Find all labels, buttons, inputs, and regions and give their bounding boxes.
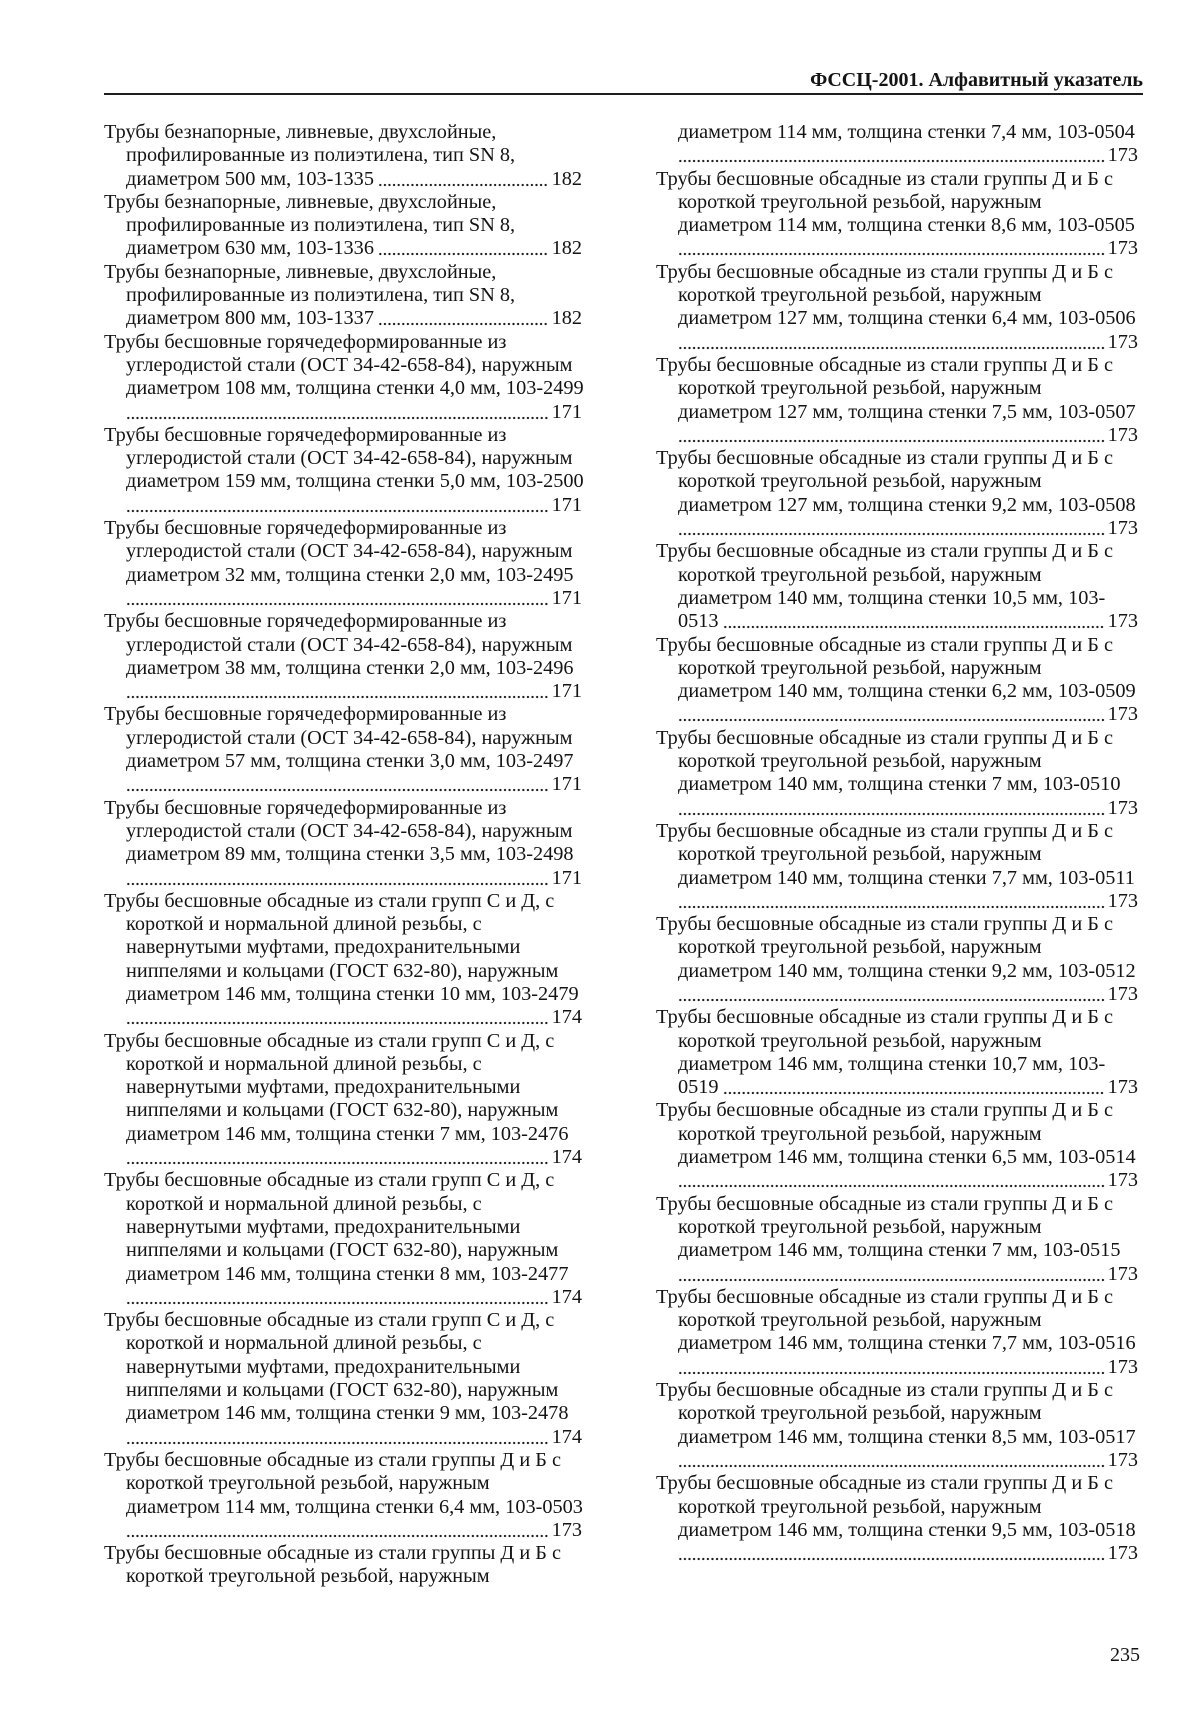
leader-dots	[678, 331, 1105, 354]
entry-line: Трубы бесшовные обсадные из стали группы Д и Б с	[656, 1099, 1113, 1122]
page-reference: 173	[1107, 982, 1138, 1005]
entry-line: профилированные из полиэтилена, тип SN 8,	[126, 284, 516, 307]
index-entry	[656, 1286, 1138, 1379]
index-entry	[104, 797, 582, 890]
entry-line: Трубы безнапорные, ливневые, двухслойные,	[104, 190, 497, 213]
leader-dots	[678, 424, 1105, 447]
entry-leader-line	[104, 680, 582, 703]
entry-leader-line	[656, 1356, 1138, 1379]
leader-dots	[678, 1169, 1105, 1192]
leader-dots	[126, 1426, 549, 1449]
entry-line: Трубы бесшовные обсадные из стали группы Д и Б с	[656, 819, 1113, 842]
page-reference: 173	[1107, 330, 1138, 353]
entry-line: диаметром 114 мм, толщина стенки 7,4 мм, 103-0504	[678, 121, 1135, 143]
entry-line: диаметром 146 мм, толщина стенки 8 мм, 103-2477	[126, 1262, 569, 1285]
leader-dots	[678, 517, 1105, 540]
leader-dots	[126, 1006, 549, 1029]
entry-line: Трубы бесшовные обсадные из стали группы Д и Б с	[656, 1472, 1113, 1495]
leader-dots	[678, 890, 1105, 913]
index-entry	[104, 261, 582, 331]
index-entry	[656, 1379, 1138, 1472]
index-entry	[656, 634, 1138, 727]
index-entry	[104, 1169, 582, 1309]
entry-leader-line	[104, 1286, 582, 1309]
page-reference: 173	[1107, 1076, 1138, 1099]
index-entry	[656, 168, 1138, 261]
entry-line: короткой треугольной резьбой, наружным	[678, 1402, 1042, 1425]
entry-line: Трубы бесшовные горячедеформированные из	[104, 796, 507, 819]
entry-line-end: диаметром 800 мм, 103-1337	[126, 307, 374, 330]
page-reference: 171	[551, 680, 582, 703]
entry-line: диаметром 140 мм, толщина стенки 7,7 мм, 103-0511	[678, 866, 1135, 889]
entry-line-end: диаметром 500 мм, 103-1335	[126, 167, 374, 190]
entry-line: Трубы бесшовные обсадные из стали группы Д и Б с	[656, 353, 1113, 376]
running-header: ФССЦ-2001. Алфавитный указатель	[810, 69, 1143, 91]
entry-line: Трубы бесшовные обсадные из стали группы Д и Б с	[656, 540, 1113, 563]
index-entry	[656, 354, 1138, 447]
entry-line: Трубы безнапорные, ливневые, двухслойные,	[104, 260, 497, 283]
index-entry	[104, 1542, 582, 1589]
index-entry	[656, 1472, 1138, 1565]
entry-leader-line	[656, 144, 1138, 167]
entry-leader-line	[656, 517, 1138, 540]
header-rule	[104, 93, 1143, 95]
leader-dots	[378, 237, 549, 260]
index-entry	[656, 261, 1138, 354]
entry-line: короткой треугольной резьбой, наружным	[678, 563, 1042, 586]
entry-line: диаметром 146 мм, толщина стенки 7 мм, 103-0515	[678, 1239, 1121, 1262]
index-column-left	[104, 121, 582, 1589]
entry-line: навернутыми муфтами, предохранительными	[126, 1076, 521, 1099]
entry-line: короткой треугольной резьбой, наружным	[678, 377, 1042, 400]
entry-leader-line	[656, 237, 1138, 260]
entry-line: короткой треугольной резьбой, наружным	[678, 1029, 1042, 1052]
entry-line: диаметром 114 мм, толщина стенки 8,6 мм, 103-0505	[678, 214, 1135, 237]
entry-line: профилированные из полиэтилена, тип SN 8,	[126, 214, 516, 237]
entry-line: углеродистой стали (ОСТ 34-42-658-84), наружным	[126, 540, 573, 563]
page-reference: 171	[551, 773, 582, 796]
page-reference: 173	[1107, 796, 1138, 819]
page-reference: 173	[1107, 889, 1138, 912]
leader-dots	[126, 587, 549, 610]
entry-line: ниппелями и кольцами (ГОСТ 632-80), наружным	[126, 959, 559, 982]
entry-line: диаметром 140 мм, толщина стенки 9,2 мм, 103-0512	[678, 959, 1136, 982]
leader-dots	[678, 1356, 1105, 1379]
leader-dots	[678, 1263, 1105, 1286]
leader-dots	[678, 983, 1105, 1006]
entry-line: Трубы бесшовные обсадные из стали группы Д и Б с	[656, 1285, 1113, 1308]
page-reference: 173	[1107, 1542, 1138, 1565]
entry-leader-line	[656, 1263, 1138, 1286]
entry-leader-line	[104, 237, 582, 260]
index-entry	[656, 1193, 1138, 1286]
entry-line: ниппелями и кольцами (ГОСТ 632-80), наружным	[126, 1239, 559, 1262]
entry-line: углеродистой стали (ОСТ 34-42-658-84), наружным	[126, 819, 573, 842]
entry-line: Трубы бесшовные горячедеформированные из	[104, 330, 507, 353]
page-reference: 182	[551, 237, 582, 260]
leader-dots	[723, 1076, 1105, 1099]
entry-line: углеродистой стали (ОСТ 34-42-658-84), наружным	[126, 633, 573, 656]
entry-line-end: 0513	[678, 610, 719, 633]
entry-line: диаметром 146 мм, толщина стенки 10,7 мм, 103-	[678, 1052, 1106, 1075]
entry-line: диаметром 108 мм, толщина стенки 4,0 мм, 103-2499	[126, 377, 584, 400]
entry-line: Трубы бесшовные горячедеформированные из	[104, 517, 507, 540]
entry-line: диаметром 32 мм, толщина стенки 2,0 мм, 103-2495	[126, 563, 574, 586]
entry-line: короткой треугольной резьбой, наружным	[126, 1472, 490, 1495]
leader-dots	[678, 144, 1105, 167]
entry-leader-line	[104, 1426, 582, 1449]
entry-line: диаметром 146 мм, толщина стенки 6,5 мм, 103-0514	[678, 1146, 1136, 1169]
page-reference: 171	[551, 586, 582, 609]
page-reference: 171	[551, 493, 582, 516]
leader-dots	[126, 680, 549, 703]
entry-line-end: диаметром 630 мм, 103-1336	[126, 237, 374, 260]
entry-line: короткой треугольной резьбой, наружным	[678, 656, 1042, 679]
index-entry	[104, 610, 582, 703]
entry-line: короткой и нормальной длиной резьбы, с	[126, 1192, 482, 1215]
leader-dots	[126, 773, 549, 796]
entry-line: углеродистой стали (ОСТ 34-42-658-84), наружным	[126, 447, 573, 470]
leader-dots	[126, 1146, 549, 1169]
entry-leader-line	[656, 983, 1138, 1006]
entry-line: диаметром 146 мм, толщина стенки 7,7 мм, 103-0516	[678, 1332, 1136, 1355]
page-reference: 173	[1107, 144, 1138, 167]
entry-line: Трубы бесшовные обсадные из стали группы Д и Б с	[656, 726, 1113, 749]
page-reference: 174	[551, 1425, 582, 1448]
entry-line: диаметром 114 мм, толщина стенки 6,4 мм, 103-0503	[126, 1495, 583, 1518]
entry-line: ниппелями и кольцами (ГОСТ 632-80), наружным	[126, 1099, 559, 1122]
page-reference: 173	[1107, 1448, 1138, 1471]
entry-line: Трубы бесшовные обсадные из стали группы Д и Б с	[656, 1006, 1113, 1029]
entry-leader-line	[104, 867, 582, 890]
page-reference: 174	[551, 1006, 582, 1029]
entry-leader-line	[656, 797, 1138, 820]
page-reference: 173	[1107, 237, 1138, 260]
entry-line: Трубы бесшовные обсадные из стали группы Д и Б с	[656, 1379, 1113, 1402]
entry-line: короткой треугольной резьбой, наружным	[678, 750, 1042, 773]
entry-leader-line	[656, 424, 1138, 447]
index-entry	[104, 191, 582, 261]
entry-line: диаметром 140 мм, толщина стенки 10,5 мм, 103-	[678, 586, 1106, 609]
page-number: 235	[1110, 1644, 1140, 1666]
entry-line: короткой и нормальной длиной резьбы, с	[126, 913, 482, 936]
entry-line: Трубы бесшовные обсадные из стали группы Д и Б с	[656, 447, 1113, 470]
entry-line: навернутыми муфтами, предохранительными	[126, 1215, 521, 1238]
entry-line: короткой треугольной резьбой, наружным	[678, 284, 1042, 307]
entry-leader-line	[104, 307, 582, 330]
leader-dots	[378, 168, 549, 191]
page-reference: 173	[1107, 517, 1138, 540]
leader-dots	[126, 1286, 549, 1309]
entry-leader-line	[104, 1006, 582, 1029]
index-entry	[104, 1030, 582, 1170]
entry-line: короткой треугольной резьбой, наружным	[678, 1215, 1042, 1238]
index-entry	[656, 1099, 1138, 1192]
entry-line: Трубы бесшовные обсадные из стали групп С и Д, с	[104, 1169, 555, 1192]
entry-line: диаметром 146 мм, толщина стенки 9 мм, 103-2478	[126, 1402, 569, 1425]
entry-leader-line	[656, 703, 1138, 726]
index-entry	[104, 890, 582, 1030]
leader-dots	[378, 307, 549, 330]
entry-line: диаметром 159 мм, толщина стенки 5,0 мм, 103-2500	[126, 470, 584, 493]
entry-line: профилированные из полиэтилена, тип SN 8,	[126, 144, 516, 167]
index-entry	[656, 121, 1138, 168]
entry-leader-line	[104, 401, 582, 424]
entry-leader-line	[656, 890, 1138, 913]
entry-line: диаметром 146 мм, толщина стенки 8,5 мм, 103-0517	[678, 1425, 1136, 1448]
leader-dots	[678, 237, 1105, 260]
entry-leader-line	[656, 1076, 1138, 1099]
entry-line: диаметром 89 мм, толщина стенки 3,5 мм, 103-2498	[126, 843, 574, 866]
index-entry	[104, 424, 582, 517]
leader-dots	[126, 867, 549, 890]
index-entry	[104, 1449, 582, 1542]
entry-line: диаметром 146 мм, толщина стенки 7 мм, 103-2476	[126, 1122, 569, 1145]
entry-line: Трубы безнапорные, ливневые, двухслойные,	[104, 121, 497, 143]
entry-leader-line	[656, 1169, 1138, 1192]
entry-line: Трубы бесшовные обсадные из стали группы Д и Б с	[104, 1448, 561, 1471]
leader-dots	[126, 1519, 549, 1542]
page-reference: 174	[551, 1285, 582, 1308]
index-entry	[104, 121, 582, 191]
entry-line: короткой треугольной резьбой, наружным	[678, 843, 1042, 866]
entry-line: диаметром 146 мм, толщина стенки 10 мм, 103-2479	[126, 982, 579, 1005]
entry-line: короткой треугольной резьбой, наружным	[678, 1122, 1042, 1145]
index-column-right	[656, 121, 1138, 1565]
index-entry	[656, 1006, 1138, 1099]
entry-line: короткой треугольной резьбой, наружным	[126, 1565, 490, 1588]
index-entry	[656, 447, 1138, 540]
entry-leader-line	[104, 773, 582, 796]
entry-leader-line	[656, 610, 1138, 633]
entry-line: Трубы бесшовные обсадные из стали группы Д и Б с	[656, 913, 1113, 936]
page-reference: 173	[551, 1518, 582, 1541]
entry-line: диаметром 127 мм, толщина стенки 9,2 мм, 103-0508	[678, 493, 1136, 516]
leader-dots	[678, 797, 1105, 820]
index-entry	[104, 1309, 582, 1449]
entry-leader-line	[656, 1449, 1138, 1472]
entry-line: Трубы бесшовные обсадные из стали групп С и Д, с	[104, 1309, 555, 1332]
page-reference: 173	[1107, 423, 1138, 446]
entry-leader-line	[104, 1146, 582, 1169]
entry-line: короткой и нормальной длиной резьбы, с	[126, 1052, 482, 1075]
entry-line: углеродистой стали (ОСТ 34-42-658-84), наружным	[126, 726, 573, 749]
entry-line: Трубы бесшовные горячедеформированные из	[104, 610, 507, 633]
entry-line: Трубы бесшовные обсадные из стали группы Д и Б с	[656, 167, 1113, 190]
entry-leader-line	[104, 168, 582, 191]
entry-line-end: 0519	[678, 1076, 719, 1099]
entry-line: короткой треугольной резьбой, наружным	[678, 1495, 1042, 1518]
entry-line: Трубы бесшовные обсадные из стали групп С и Д, с	[104, 1029, 555, 1052]
entry-line: короткой и нормальной длиной резьбы, с	[126, 1332, 482, 1355]
leader-dots	[126, 494, 549, 517]
index-entry	[104, 703, 582, 796]
page-reference: 171	[551, 400, 582, 423]
entry-line: Трубы бесшовные обсадные из стали группы Д и Б с	[656, 1192, 1113, 1215]
entry-line: короткой треугольной резьбой, наружным	[678, 190, 1042, 213]
entry-line: диаметром 146 мм, толщина стенки 9,5 мм, 103-0518	[678, 1518, 1136, 1541]
page-reference: 173	[1107, 703, 1138, 726]
entry-line: Трубы бесшовные горячедеформированные из	[104, 703, 507, 726]
leader-dots	[678, 1542, 1105, 1565]
page-reference: 173	[1107, 1355, 1138, 1378]
index-entry	[656, 540, 1138, 633]
leader-dots	[678, 1449, 1105, 1472]
entry-line: короткой треугольной резьбой, наружным	[678, 936, 1042, 959]
page-reference: 173	[1107, 1169, 1138, 1192]
entry-line: Трубы бесшовные обсадные из стали группы Д и Б с	[656, 260, 1113, 283]
entry-line: короткой треугольной резьбой, наружным	[678, 470, 1042, 493]
entry-line: ниппелями и кольцами (ГОСТ 632-80), наружным	[126, 1379, 559, 1402]
entry-line: навернутыми муфтами, предохранительными	[126, 936, 521, 959]
leader-dots	[126, 401, 549, 424]
entry-line: диаметром 57 мм, толщина стенки 3,0 мм, 103-2497	[126, 750, 574, 773]
index-entry	[104, 517, 582, 610]
index-entry	[104, 331, 582, 424]
entry-leader-line	[656, 1542, 1138, 1565]
page-reference: 182	[551, 307, 582, 330]
entry-leader-line	[104, 494, 582, 517]
entry-line: углеродистой стали (ОСТ 34-42-658-84), наружным	[126, 353, 573, 376]
entry-leader-line	[104, 1519, 582, 1542]
index-entry	[656, 727, 1138, 820]
entry-line: навернутыми муфтами, предохранительными	[126, 1355, 521, 1378]
entry-line: короткой треугольной резьбой, наружным	[678, 1309, 1042, 1332]
entry-line: Трубы бесшовные обсадные из стали группы Д и Б с	[656, 633, 1113, 656]
entry-line: диаметром 127 мм, толщина стенки 7,5 мм, 103-0507	[678, 400, 1136, 423]
leader-dots	[723, 610, 1105, 633]
entry-line: диаметром 140 мм, толщина стенки 7 мм, 103-0510	[678, 773, 1121, 796]
page-reference: 182	[551, 167, 582, 190]
index-entry	[656, 913, 1138, 1006]
page-reference: 171	[551, 866, 582, 889]
entry-line: Трубы бесшовные обсадные из стали групп С и Д, с	[104, 889, 555, 912]
entry-line: диаметром 140 мм, толщина стенки 6,2 мм, 103-0509	[678, 680, 1136, 703]
entry-line: диаметром 127 мм, толщина стенки 6,4 мм, 103-0506	[678, 307, 1136, 330]
page-reference: 173	[1107, 610, 1138, 633]
page-reference: 174	[551, 1146, 582, 1169]
entry-leader-line	[104, 587, 582, 610]
leader-dots	[678, 703, 1105, 726]
entry-leader-line	[656, 331, 1138, 354]
entry-line: диаметром 38 мм, толщина стенки 2,0 мм, 103-2496	[126, 656, 574, 679]
index-entry	[656, 820, 1138, 913]
entry-line: Трубы бесшовные горячедеформированные из	[104, 423, 507, 446]
entry-line: Трубы бесшовные обсадные из стали группы Д и Б с	[104, 1542, 561, 1565]
page-reference: 173	[1107, 1262, 1138, 1285]
